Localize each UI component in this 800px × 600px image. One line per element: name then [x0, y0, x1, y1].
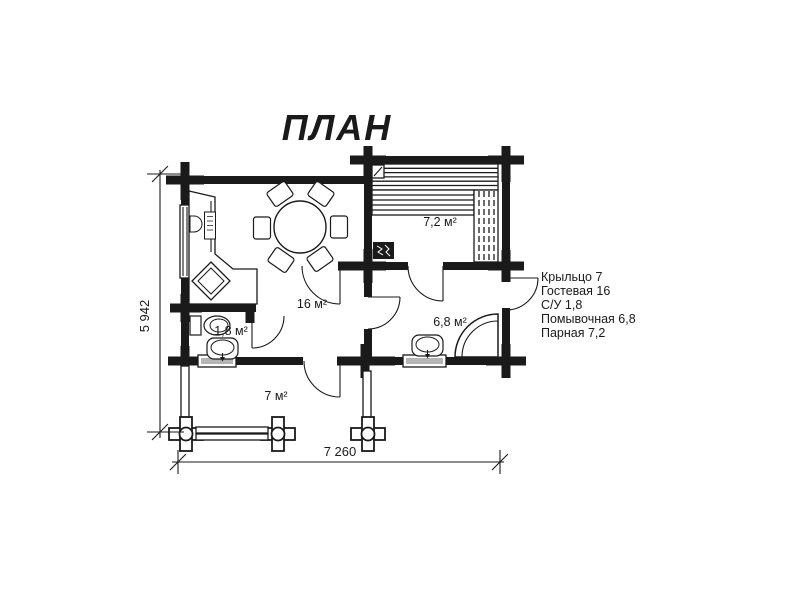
- porch-wall-middle: [363, 371, 371, 418]
- legend: [541, 270, 636, 340]
- door-entrance: [304, 361, 340, 397]
- room-label-su: 1,8 м²: [214, 324, 248, 338]
- sauna-stove: [373, 242, 394, 259]
- dimension-width-label: 7 260: [323, 444, 357, 459]
- room-label-gostevaya: 16 м²: [296, 297, 328, 311]
- legend-line-gostevaya: Гостевая 16: [541, 284, 611, 298]
- toilet-sink: [207, 338, 238, 362]
- washroom-sink: [412, 335, 443, 359]
- window-washroom: [403, 355, 446, 367]
- door-exterior-right: [506, 278, 538, 310]
- legend-line-parnaya: Парная 7,2: [541, 326, 606, 340]
- dimension-width: [170, 444, 508, 474]
- sauna-bucket: [372, 165, 384, 178]
- room-label-kryltso: 7 м²: [264, 389, 288, 403]
- page-title: ПЛАН: [281, 107, 393, 148]
- dimension-height-label: 5 942: [137, 299, 152, 333]
- room-label-parnaya: 7,2 м²: [423, 215, 457, 229]
- dining-table: [274, 201, 326, 253]
- porch: [169, 366, 385, 451]
- room-label-pomyvochnaya: 6,8 м²: [433, 315, 467, 329]
- dimension-height: [137, 166, 184, 440]
- door-toilet: [252, 316, 284, 348]
- chair: [254, 217, 271, 239]
- porch-steps: [196, 427, 268, 440]
- legend-line-kryltso: Крыльцо 7: [541, 270, 603, 284]
- door-sauna: [408, 266, 443, 301]
- door-washroom: [368, 297, 400, 329]
- legend-line-su: С/У 1,8: [541, 298, 583, 312]
- chair: [331, 216, 348, 238]
- legend-line-pomyvochnaya: Помывочная 6,8: [541, 312, 636, 326]
